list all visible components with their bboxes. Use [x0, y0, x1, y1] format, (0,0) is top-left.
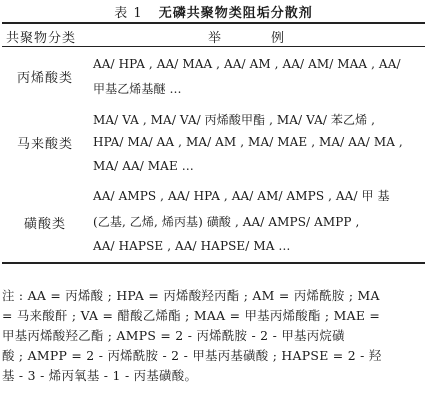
row-acrylic-line-1: AA/ HPA , AA/ MAA , AA/ AM , AA/ AM/ MAA , AA/ — [93, 57, 401, 71]
table-caption — [0, 2, 427, 21]
header-category: 共聚物分类 — [6, 31, 77, 46]
top-rule — [2, 22, 425, 24]
category-acrylic: 丙烯酸类 — [16, 71, 73, 86]
header-examples-part-1: 举 — [208, 31, 222, 46]
note-line: 基 - 3 - 烯丙氧基 - 1 - 丙基磺酸。 — [2, 368, 198, 383]
note-line: 注 : AA = 丙烯酸 ; HPA = 丙烯酸羟丙酯 ; AM = 丙烯酰胺 ; MA — [2, 288, 380, 303]
table-note — [2, 286, 425, 386]
row-maleic-line-2: HPA/ MA/ AA , MA/ AM , MA/ MAE , MA/ AA/ MA , — [93, 135, 403, 149]
header-examples-part-2: 例 — [271, 31, 285, 46]
note-line: 甲基丙烯酸羟乙酯 ; AMPS = 2 - 丙烯酰胺 - 2 - 甲基丙烷磺 — [2, 328, 345, 343]
note-line: = 马来酸酐 ; VA = 醋酸乙烯酯 ; MAA = 甲基丙烯酸酯 ; MAE = — [2, 308, 381, 323]
header-examples — [208, 27, 284, 46]
row-sulfonic-line-3: AA/ HAPSE , AA/ HAPSE/ MA … — [93, 239, 291, 253]
header-rule — [2, 46, 425, 47]
table-title: 无磷共聚物类阻垢分散剂 — [158, 6, 313, 21]
row-sulfonic-line-2: (乙基, 乙烯, 烯丙基) 磺酸 , AA/ AMPS/ AMPP , — [93, 215, 360, 229]
bottom-rule — [2, 262, 425, 264]
row-acrylic-line-2: 甲基乙烯基醚 … — [93, 82, 182, 96]
row-sulfonic-line-1: AA/ AMPS , AA/ HPA , AA/ AM/ AMPS , AA/ 甲 基 — [93, 189, 390, 203]
row-maleic-line-3: MA/ AA/ MAE … — [93, 159, 194, 173]
note-line: 酸 ; AMPP = 2 - 丙烯酰胺 - 2 - 甲基丙基磺酸 ; HAPSE = 2 - 羟 — [2, 348, 382, 363]
row-maleic-line-1: MA/ VA , MA/ VA/ 丙烯酸甲酯 , MA/ VA/ 苯乙烯 , — [93, 113, 376, 127]
category-maleic: 马来酸类 — [16, 137, 73, 152]
table-number: 表 1 — [114, 6, 143, 21]
category-sulfonic: 磺酸类 — [23, 217, 66, 232]
